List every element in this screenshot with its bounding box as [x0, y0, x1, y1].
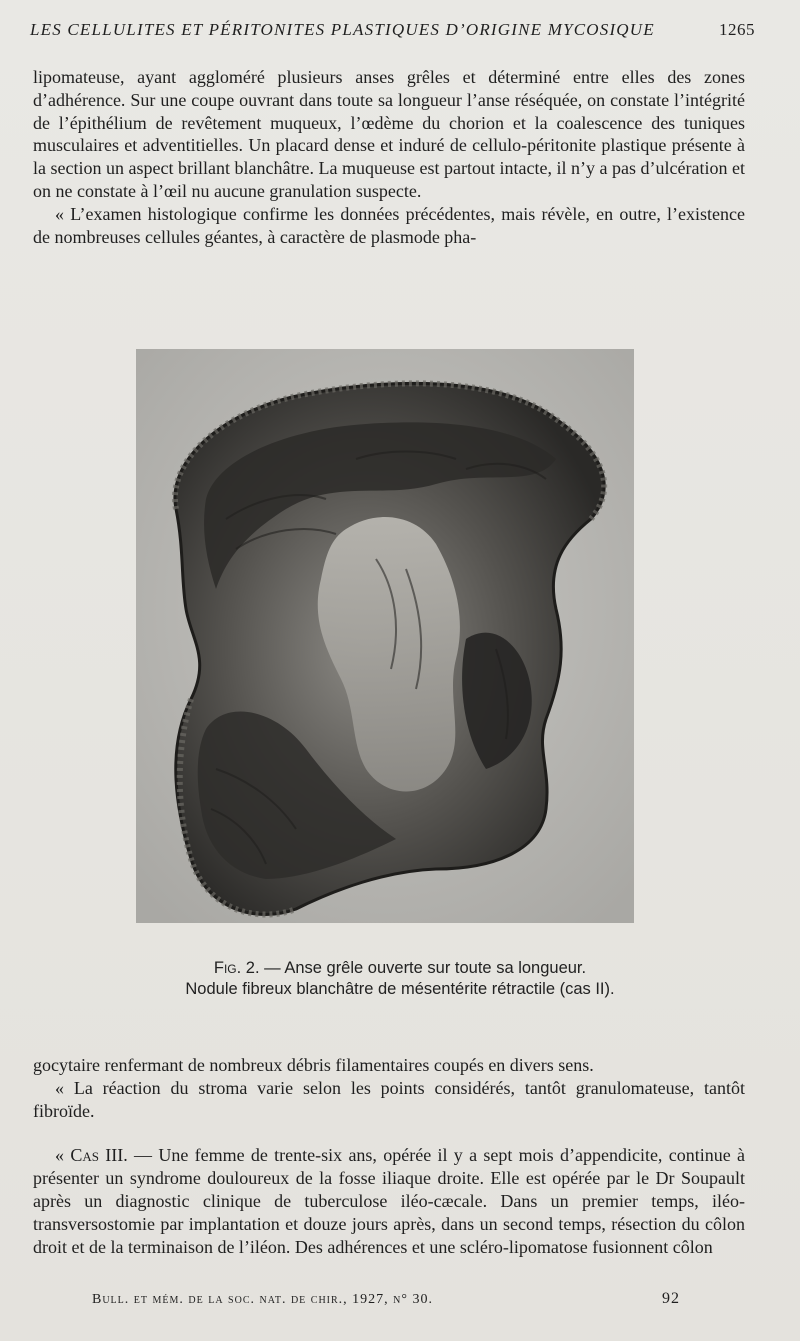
- body-text-bottom: [33, 1054, 745, 1258]
- paragraph-reaction-stroma: « La réaction du stroma varie selon les points considérés, tantôt granulomateuse, tantôt fibroïde.: [33, 1077, 745, 1121]
- case-label: Cas III.: [70, 1145, 128, 1166]
- page-number: 1265: [719, 20, 755, 39]
- caption-text-1: — Anse grêle ouverte sur toute sa longueur.: [259, 959, 587, 977]
- body-text-top: [33, 66, 745, 248]
- caption-label: Fig. 2.: [213, 959, 260, 977]
- caption-line-2: Nodule fibreux blanchâtre de mésentérite rétractile (cas II).: [185, 980, 615, 998]
- quote-mark: «: [55, 1145, 71, 1166]
- case-text: — Une femme de trente-six ans, opérée il y a sept mois d’appendicite, continue à présenter un syndrome douloureux de la fosse iliaque droite. Elle est opérée par le Dr Soupault après un diagnostic clinique de tuberculose iléo-cæcale. Dans un premier temps, iléo-transversostomie par implantation et douze jours après, dans un second temps, résection du côlon droit et de la terminaison de l’iléon. Des adhérences et une scléro-lipomatose fusionnent côlon: [33, 1145, 745, 1257]
- paragraph-cas-iii: [33, 1144, 745, 1258]
- journal-citation: Bull. et mém. de la soc. nat. de chir., 1927, n° 30.: [92, 1292, 433, 1307]
- sheet-number: 92: [662, 1290, 680, 1307]
- intestine-specimen-photo: [136, 349, 634, 923]
- figure-caption: [60, 958, 740, 1000]
- paragraph-lipomateuse: lipomateuse, ayant aggloméré plusieurs anses grêles et déterminé entre elles des zones d’adhérence. Sur une coupe ouvrant dans toute sa longueur l’anse réséquée, on constate l’intégrité de l’épithélium de revêtement muqueux, l’œdème du chorion et la coalescence des tuniques musculaires et adventitielles. Un placard dense et induré de cellulo-péritonite plastique présente à la section un aspect brillant blanchâtre. La muqueuse est partout intacte, il n’y a pas d’ulcération et on ne constate à l’œil nu aucune granulation suspecte.: [33, 67, 745, 201]
- page-footer: [92, 1290, 680, 1312]
- running-header: [30, 20, 755, 42]
- paragraph-examen-histologique: « L’examen histologique confirme les données précédentes, mais révèle, en outre, l’existence de nombreuses cellules géantes, à caractère de plasmode pha-: [33, 203, 745, 247]
- running-title: LES CELLULITES ET PÉRITONITES PLASTIQUES D’ORIGINE MYCOSIQUE: [30, 20, 655, 39]
- paragraph-gocytaire: gocytaire renfermant de nombreux débris filamentaires coupés en divers sens.: [33, 1055, 594, 1075]
- caption-line-1: [60, 958, 740, 979]
- figure-photograph: [136, 349, 634, 923]
